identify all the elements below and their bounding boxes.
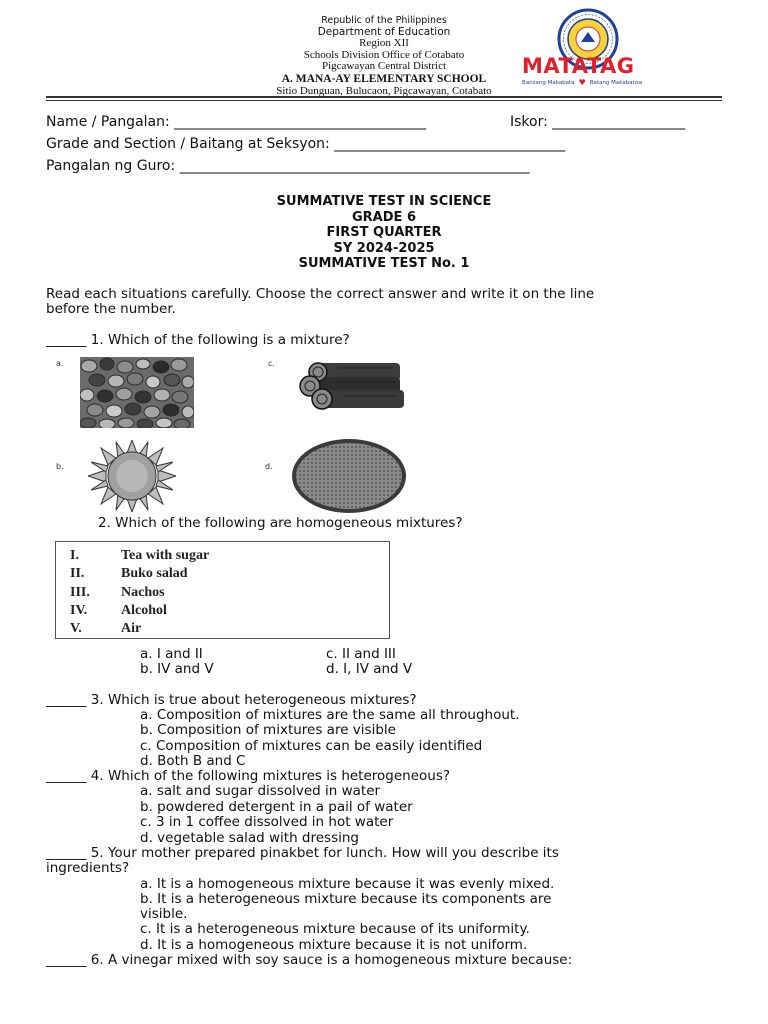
q2-item-3-num: III. [70,584,90,600]
q2-item-5-text: Air [121,621,142,637]
test-title [0,194,768,272]
instructions-line-1: Read each situations carefully. Choose the correct answer and write it on the line [46,286,595,302]
header-region: Region XII [359,37,409,49]
title-line-2: GRADE 6 [352,209,416,225]
q2-item-4-num: IV. [70,602,88,618]
q3-option-b: b. Composition of mixtures are visible [140,722,396,738]
question-6: ______ 6. A vinegar mixed with soy sauce is a homogeneous mixture because: [46,952,573,968]
matatag-logo [522,55,648,87]
q3-option-a: a. Composition of mixtures are the same all throughout. [140,707,520,723]
q4-option-a: a. salt and sugar dissolved in water [140,783,381,799]
q1-label-a: a. [56,359,64,368]
q1-label-b: b. [56,462,64,471]
matatag-tagline-2: Batang Makabansa [589,80,643,86]
score-field[interactable]: Iskor: ___________________ [510,114,686,130]
header-republic: Republic of the Philippines [321,15,447,26]
q5-option-c: c. It is a heterogeneous mixture because of its uniformity. [140,921,530,937]
header-division: Schools Division Office of Cotabato [303,48,465,61]
q2-item-4-text: Alcohol [121,602,167,618]
q4-option-c: c. 3 in 1 coffee dissolved in hot water [140,814,394,830]
title-line-5: SUMMATIVE TEST No. 1 [298,256,470,271]
question-4: ______ 4. Which of the following mixtures is heterogeneous? [46,768,451,784]
q3-option-d: d. Both B and C [140,753,246,769]
header-address: Sitio Dunguan, Bulucaon, Pigcawayan, Cotabato [276,84,492,97]
q4-option-d: d. vegetable salad with dressing [140,830,359,846]
instructions-line-2: before the number. [46,301,176,317]
matatag-wordmark: MATATAG [522,54,635,78]
sun-image [88,440,176,512]
q2-item-4 [70,602,209,620]
letterhead [200,15,568,97]
q2-item-2 [70,565,209,583]
header-divider-thin [46,100,722,101]
logs-image [298,360,406,410]
q2-item-2-num: II. [70,566,85,582]
teacher-field[interactable]: Pangalan ng Guro: __________________________________________________ [46,158,530,174]
header-divider-thick [46,96,722,98]
q2-item-3 [70,584,209,602]
title-line-3: FIRST QUARTER [326,225,442,240]
q3-option-c: c. Composition of mixtures can be easily identified [140,738,483,754]
q1-label-c: c. [268,359,275,368]
question-5-line-2: ingredients? [46,860,130,876]
title-line-4: SY 2024-2025 [333,240,435,256]
q2-option-b: b. IV and V [140,661,214,677]
header-school: A. MANA-AY ELEMENTARY SCHOOL [281,72,487,85]
q2-item-5-num: V. [70,621,82,637]
matatag-tagline-1: Bansang Makabata [522,80,575,86]
beans-image [80,357,194,428]
q2-option-c: c. II and III [326,646,396,662]
q2-item-1-text: Tea with sugar [121,548,210,563]
header-deped: Department of Education [317,25,451,38]
q1-label-d: d. [265,462,273,471]
q2-items [70,547,209,638]
oval-image [290,437,408,515]
header-district: Pigcawayan Central District [321,60,447,72]
q2-option-a: a. I and II [140,646,203,662]
question-5-line-1: ______ 5. Your mother prepared pinakbet for lunch. How will you describe its [46,845,559,861]
q5-option-a: a. It is a homogeneous mixture because it was evenly mixed. [140,876,555,892]
q4-option-b: b. powdered detergent in a pail of water [140,799,413,815]
question-3: ______ 3. Which is true about heterogeneous mixtures? [46,692,417,708]
q5-option-d: d. It is a homogeneous mixture because it is not uniform. [140,937,528,953]
q2-item-5 [70,620,209,638]
q2-item-1-num: I. [70,548,79,563]
q2-item-2-text: Buko salad [121,566,188,582]
question-2: 2. Which of the following are homogeneous mixtures? [98,515,463,531]
grade-section-field[interactable]: Grade and Section / Baitang at Seksyon: _________________________________ [46,136,566,152]
heart-icon: ♥ [578,78,586,87]
q2-item-3-text: Nachos [121,584,165,600]
name-field[interactable]: Name / Pangalan: ____________________________________ [46,114,427,130]
q2-option-d: d. I, IV and V [326,661,413,677]
q2-item-1 [70,547,209,565]
q5-option-b-line-2: visible. [140,906,188,922]
title-line-1: SUMMATIVE TEST IN SCIENCE [276,194,492,209]
q5-option-b-line-1: b. It is a heterogeneous mixture because its components are [140,891,552,907]
question-1: ______ 1. Which of the following is a mixture? [46,332,350,348]
